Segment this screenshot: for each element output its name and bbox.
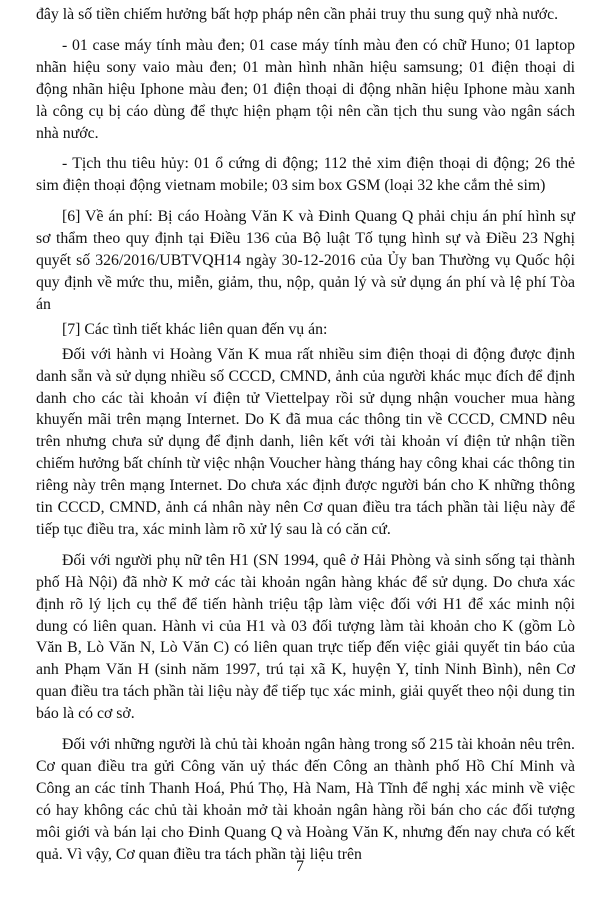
- paragraph-continuation: đây là số tiền chiếm hưởng bất hợp pháp nên cần phải truy thu sung quỹ nhà nước.: [36, 6, 559, 23]
- paragraph-other-circumstances-heading: [7] Các tình tiết khác liên quan đến vụ án:: [62, 320, 328, 338]
- paragraph-bank-account-holders: Đối với những người là chủ tài khoản ngân hàng trong số 215 tài khoản nêu trên. Cơ quan điều tra gửi Công văn uỷ thác đến Công an thành phố Hồ Chí Minh và Công an các tỉnh Thanh Hoá, Phú Thọ, Hà Nam, Hà Tĩnh để nghị xác minh về việc có hay không các chủ tài khoản mở tài khoản ngân hàng rồi bán cho các đối tượng môi giới và bán lại cho Đinh Quang Q và Hoàng Văn K, nhưng đến nay chưa có kết quả. Vì vậy, Cơ quan điều tra tách phần tài liệu trên: [36, 736, 575, 863]
- paragraph-court-fees: [6] Về án phí: Bị cáo Hoàng Văn K và Đinh Quang Q phải chịu án phí hình sự sơ thẩm theo quy định tại Điều 136 của Bộ luật Tố tụng hình sự và Điều 23 Nghị quyết số 326/2016/UBTVQH14 ngày 30-12-2016 của Ủy ban Thường vụ Quốc hội quy định về mức thu, miễn, giảm, thu, nộp, quản lý và sử dụng án phí và lệ phí Tòa án: [36, 208, 575, 313]
- paragraph-woman-h1: Đối với người phụ nữ tên H1 (SN 1994, quê ở Hải Phòng và sinh sống tại thành phố Hà Nội) đã nhờ K mở các tài khoản ngân hàng khác để sử dụng. Do chưa xác định rõ lý lịch cụ thể để tiến hành triệu tập làm việc đối với H1 để xác minh nội dung có liên quan. Hành vi của H1 và 03 đối tượng làm tài khoản cho K (gồm Lò Văn B, Lò Văn N, Lò Văn C) có liên quan trực tiếp đến việc giải quyết tin báo của anh Phạm Văn H (sinh năm 1997, trú tại xã K, huyện Y, tỉnh Ninh Bình), nên Cơ quan điều tra tách phần tài liệu này để tiếp tục xác minh, giải quyết theo nội dung tin báo là có cơ sở.: [36, 551, 575, 723]
- page-number: 7: [296, 858, 304, 875]
- paragraph-confiscated-devices: - 01 case máy tính màu đen; 01 case máy tính màu đen có chữ Huno; 01 laptop nhãn hiệu sony vaio màu đen; 01 màn hình nhãn hiệu samsung; 01 điện thoại di động nhãn hiệu Iphone màu đen; 01 điện thoại di động nhãn hiệu Iphone màu xanh là công cụ bị cáo dùng để thực hiện phạm tội nên cần tịch thu sung vào ngân sách nhà nước.: [36, 36, 575, 142]
- paragraph-destroyed-items: - Tịch thu tiêu hủy: 01 ổ cứng di động; 112 thẻ xim điện thoại di động; 26 thẻ sim điện thoại động vietnam mobile; 03 sim box GSM (loại 32 khe cắm thẻ sim): [36, 155, 575, 195]
- paragraph-sim-card-purchase: Đối với hành vi Hoàng Văn K mua rất nhiều sim điện thoại di động được định danh sẵn và sử dụng nhiều số CCCD, CMND, ảnh của người khác mục đích để định danh cho các tài khoản ví điện tử Viettelpay rồi sử dụng nhận voucher mua hàng khuyến mãi trên mạng Internet. Do K đã mua các thông tin về CCCD, CMND nêu trên nhưng chưa sử dụng để định danh, liên kết với tài khoản ví điện tử nhận tiền chiếm hưởng bất chính từ việc nhận Voucher hàng tháng hay công khai các thông tin riêng này trên mạng Internet. Do chưa xác định được người bán cho K những thông tin CCCD, CMND, ảnh cá nhân này nên Cơ quan điều tra tách phần tài liệu này để tiếp tục điều tra, xác minh làm rõ xử lý sau là có căn cứ.: [36, 345, 575, 538]
